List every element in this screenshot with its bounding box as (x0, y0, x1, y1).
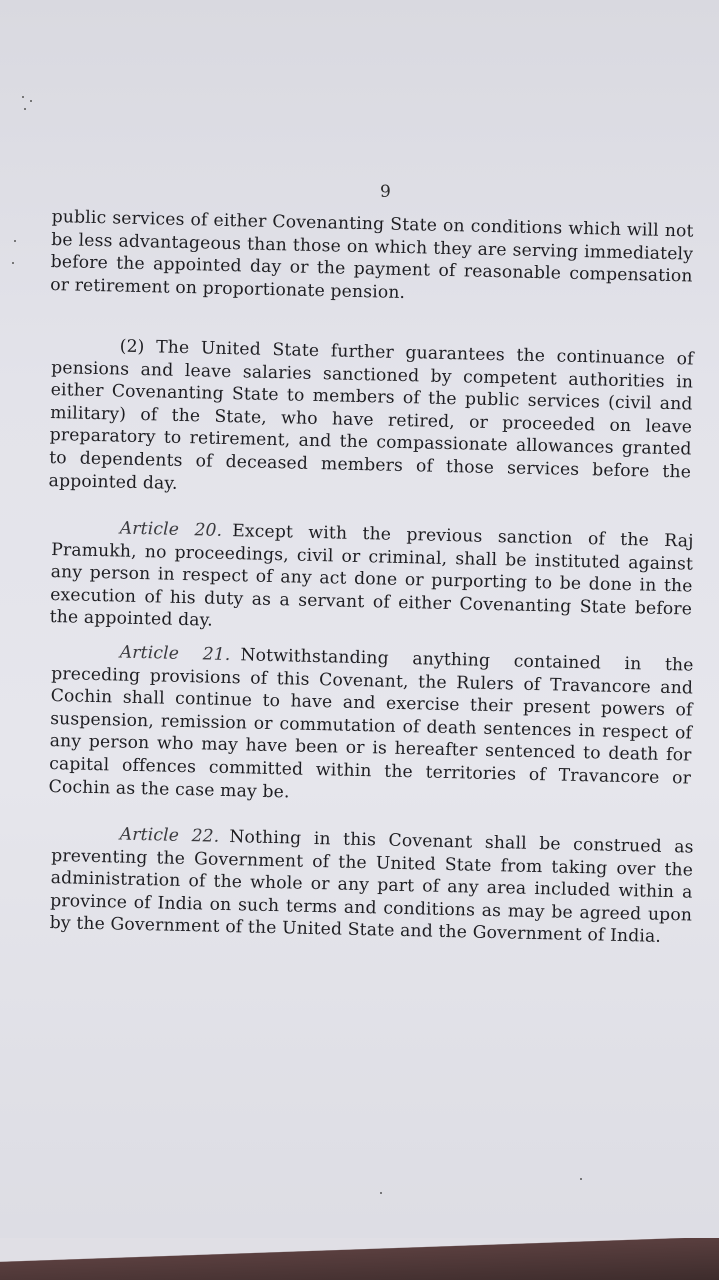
article-20-text: Except with the previous sanction of the Raj Pramukh, no proceedings, civil or criminal, shall be instituted against any person in respect of any act done or purporting to be done in the execution of his duty as a servant of either Covenanting State before the appointed day. (49, 521, 694, 632)
continuation-paragraph (50, 206, 694, 311)
ink-speck (380, 1192, 382, 1194)
paragraph-text: (2) The United State further guarantees the continuance of pensions and leave salaries sanctioned by competent authorities in either Covenanting State to members of the public services (civil and military) of the State, who have retired, or proceeded on leave preparatory to retirement, and the compassionate allowances granted to dependents of deceased members of those services before the appointed day. (48, 336, 694, 494)
paragraph-text: public services of either Covenanting State on conditions which will not be less advantageous than those on which they are serving immediately before the appointed day or the payment of reasonable compensation or retirement on proportionate pension. (49, 206, 694, 303)
ink-speck (24, 108, 26, 110)
ink-speck (22, 96, 24, 98)
article-21-paragraph (48, 640, 693, 813)
article-22-paragraph (49, 822, 693, 950)
article-21-label: Article 21. (119, 642, 231, 666)
clause-2-paragraph (48, 334, 693, 507)
page-number: 9 (380, 182, 391, 202)
ink-speck (14, 240, 16, 242)
ink-speck (580, 1178, 582, 1180)
ink-speck (30, 100, 32, 102)
ink-speck (12, 262, 14, 264)
article-22-label: Article 22. (119, 824, 220, 847)
article-20-paragraph (49, 516, 693, 644)
article-21-text: Notwithstanding anything contained in the preceding provisions of this Covenant, the Rulers of Travancore and Cochin shall continue to have and exercise their present powers of suspension, remission or commutation of death sentences in respect of any person who may have been or is hereafter sentenced to death for capital offences committed within the territories of Travancore or Cochin as the case may be. (48, 645, 694, 802)
page-edge-shadow (0, 1238, 719, 1280)
article-20-label: Article 20. (119, 518, 223, 541)
article-22-text: Nothing in this Covenant shall be construed as preventing the Government of the United State from taking over the administration of the whole or any part of any area included within a province of India on such terms and conditions as may be agreed upon by the Government of the United State and the Government of India. (49, 827, 694, 948)
